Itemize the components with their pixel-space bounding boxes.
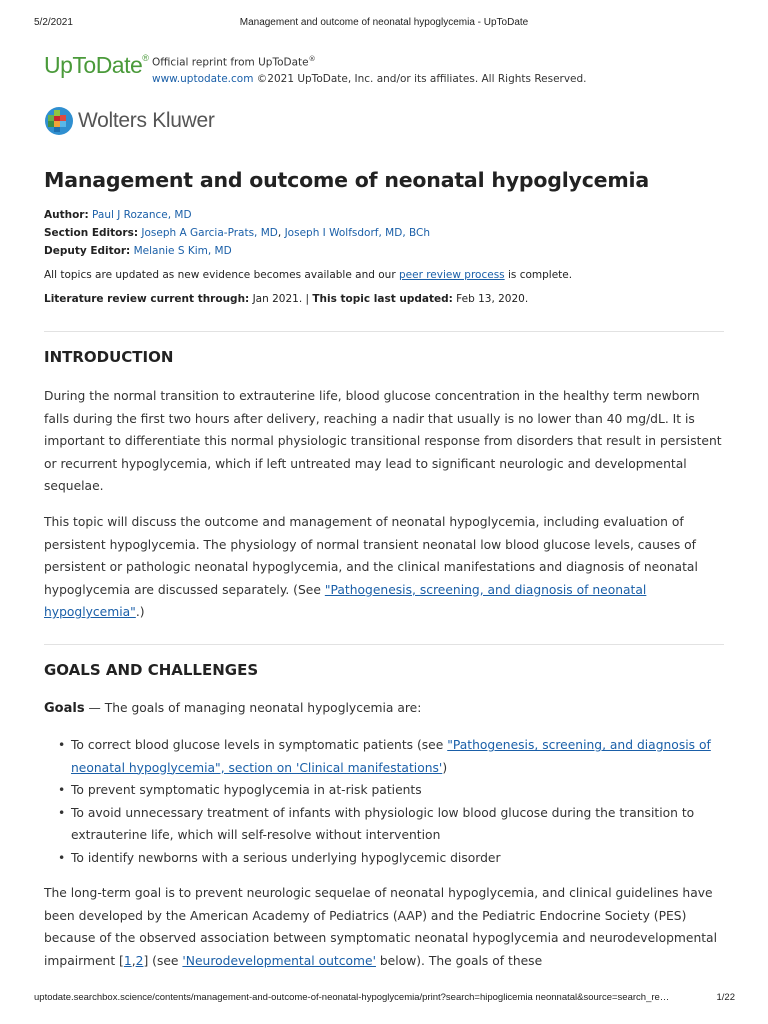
deputy-editor-link[interactable]: Melanie S Kim, MD (133, 245, 232, 257)
bullet-1-end: ) (442, 760, 448, 775)
goals-intro-paragraph (44, 697, 724, 721)
literature-review-line (44, 290, 734, 308)
section-editors-label: Section Editors: (44, 227, 139, 239)
divider (44, 644, 724, 645)
goals-list (44, 734, 724, 869)
pathogenesis-topic-link[interactable]: "Pathogenesis, screening, and diagnosis of neonatal hypoglycemia" (44, 582, 647, 619)
long-term-goal-paragraph (44, 882, 724, 972)
goals-intro-text: — The goals of managing neonatal hypoglycemia are: (84, 701, 422, 715)
deputy-editor-label: Deputy Editor: (44, 245, 131, 257)
divider (44, 331, 724, 332)
print-header (0, 17, 768, 31)
page-counter: 1/22 (716, 992, 735, 1003)
print-date: 5/2/2021 (34, 17, 73, 28)
article-title: Management and outcome of neonatal hypoglycemia (44, 168, 649, 192)
uptodate-logo-mark: ® (142, 53, 149, 64)
reprint-notice (152, 51, 587, 87)
section-editor-link-2[interactable]: Joseph I Wolfsdorf, MD, BCh (284, 227, 430, 239)
author-line (44, 206, 734, 224)
print-url: uptodate.searchbox.science/contents/management-and-outcome-of-neonatal-hypoglycemia/print?search=hipoglicemia neonnatal&source=search_re… (34, 992, 670, 1003)
introduction-paragraph-1: During the normal transition to extrauterine life, blood glucose concentration in the healthy term newborn falls during the first two hours after delivery, reaching a nadir that usually is no lower than 40 mg/dL. It is important to differentiate this normal physiologic transitional response from disorders that result in persistent or recurrent hypoglycemia, which if left untreated may lead to significant neurologic and developmental sequelae. (44, 389, 722, 493)
bullet-1-text: To correct blood glucose levels in symptomatic patients (see (71, 738, 448, 752)
review-text-1: All topics are updated as new evidence becomes available and our (44, 269, 399, 281)
longterm-mid: ] (see (143, 953, 183, 968)
peer-review-link[interactable]: peer review process (398, 269, 505, 281)
lit-review-value: Jan 2021. | (249, 293, 313, 305)
wolters-kluwer-mark-icon (44, 106, 74, 136)
list-item: • To avoid unnecessary treatment of infants with physiologic low blood glucose during the transition to extrauterine life, which will self-resolve without intervention (44, 802, 724, 847)
introduction-paragraph-2 (44, 511, 724, 624)
uptodate-logo-text: UpToDate (44, 52, 143, 78)
author-link[interactable]: Paul J Rozance, MD (92, 209, 192, 221)
longterm-end: below). The goals of these (375, 953, 543, 968)
introduction-heading: INTRODUCTION (44, 348, 174, 366)
reference-link-2[interactable]: 2 (135, 953, 144, 968)
uptodate-logo[interactable] (44, 52, 148, 79)
longterm-text: The long-term goal is to prevent neurologic sequelae of neonatal hypoglycemia, and clinical guidelines have been developed by the American Academy of Pediatrics (AAP) and the Pediatric Endocrine Society (PES) because of the observed association between symptomatic neonatal hypoglycemia and neurodevelopmental impairment [ (44, 886, 718, 968)
print-footer (0, 992, 768, 1006)
list-item (44, 734, 724, 779)
list-item: • To identify newborns with a serious underlying hypoglycemic disorder (44, 847, 724, 870)
intro-p2-end: .) (135, 605, 145, 619)
print-title: Management and outcome of neonatal hypoglycemia - UpToDate (239, 17, 529, 28)
wolters-kluwer-wordmark: Wolters Kluwer (78, 109, 215, 132)
clinical-manifestations-link[interactable]: "Pathogenesis, screening, and diagnosis of neonatal hypoglycemia", section on 'Clinical manifestations' (71, 738, 711, 775)
last-updated-label: This topic last updated: (312, 293, 453, 305)
list-item: • To prevent symptomatic hypoglycemia in at-risk patients (44, 779, 724, 802)
lit-review-label: Literature review current through: (44, 293, 250, 305)
last-updated-value: Feb 13, 2020. (452, 293, 529, 305)
author-label: Author: (44, 209, 89, 221)
neurodevelopmental-outcome-link[interactable]: 'Neurodevelopmental outcome' (182, 953, 376, 968)
goals-heading: GOALS AND CHALLENGES (44, 661, 259, 679)
article-meta (44, 206, 734, 308)
review-text-2: is complete. (504, 269, 573, 281)
deputy-editor-line (44, 242, 734, 260)
uptodate-brand (44, 51, 724, 85)
reprint-line: Official reprint from UpToDate (152, 56, 309, 69)
section-editors-line: Section Editors: Joseph A Garcia-Prats, MD, Joseph I Wolfsdorf, MD, BCh (44, 227, 430, 239)
intro-p2-text: This topic will discuss the outcome and management of neonatal hypoglycemia, including evaluation of persistent hypoglycemia. The physiology of normal transient neonatal low blood glucose levels, causes of persistent or pathologic neonatal hypoglycemia, and the clinical manifestations and diagnosis of neonatal hypoglycemia are discussed separately. (See (44, 515, 698, 597)
reprint-mark: ® (308, 55, 316, 63)
reference-link-1[interactable]: 1 (123, 953, 132, 968)
section-editor-link-1[interactable]: Joseph A Garcia-Prats, MD (141, 227, 278, 239)
uptodate-website-link[interactable]: www.uptodate.com (152, 72, 254, 85)
review-note (44, 266, 734, 284)
goals-label: Goals (44, 701, 85, 716)
copyright-text: ©2021 UpToDate, Inc. and/or its affiliates. All Rights Reserved. (253, 72, 587, 85)
reference-separator: , (131, 953, 136, 968)
